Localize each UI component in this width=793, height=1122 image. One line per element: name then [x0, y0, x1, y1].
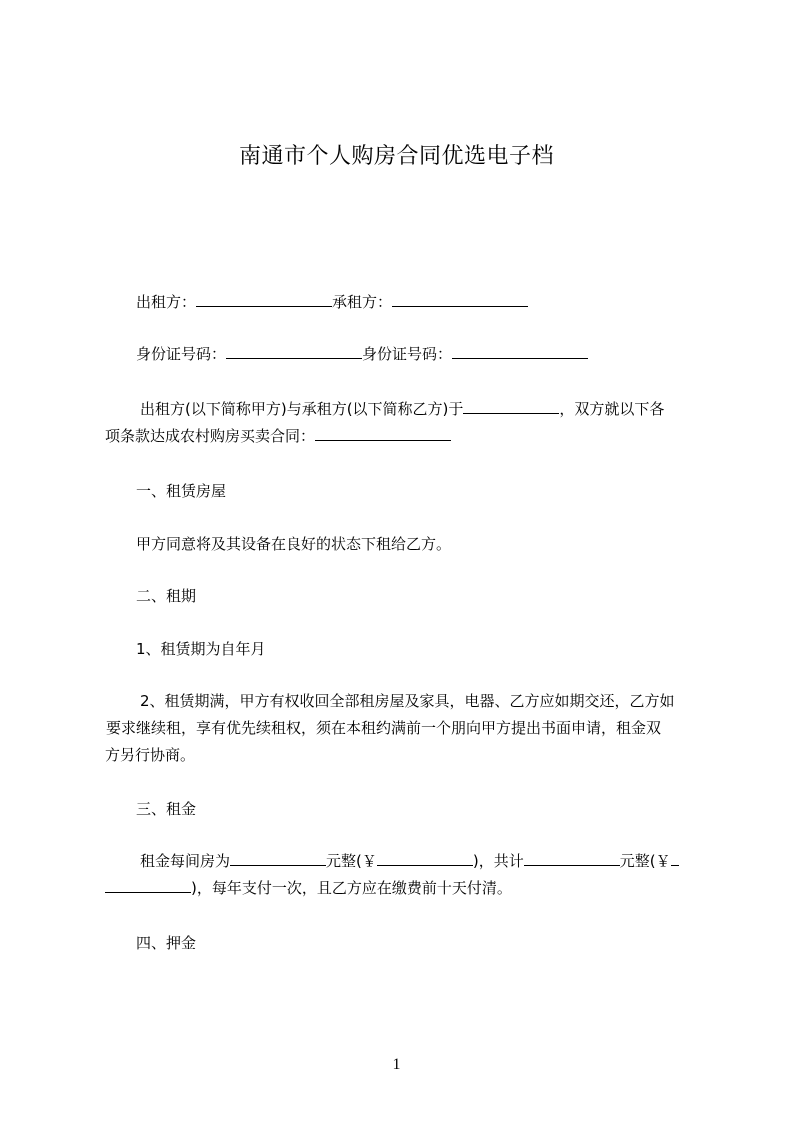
section-heading-3: 三、租金 — [136, 800, 197, 818]
id-line — [136, 343, 588, 365]
party-line — [136, 291, 528, 313]
rent-line-2 — [105, 877, 512, 899]
lessor-label: 出租方： — [136, 293, 197, 311]
date-blank — [463, 398, 559, 414]
section-item-2-2-line2: 要求继续租，享有优先续租权，须在本租约满前一个朋向甲方提出书面申请，租金双 — [106, 719, 662, 737]
intro-text-2: ，双方就以下各 — [559, 400, 665, 418]
intro-text-1: 出租方(以下简称甲方)与承租方(以下简称乙方)于 — [140, 400, 464, 418]
lessor-blank — [196, 291, 332, 307]
section-item-2-1: 1、租赁期为自年月 — [136, 640, 266, 658]
lessee-id-label: 身份证号码： — [362, 345, 453, 363]
rent-total-amount-blank — [105, 877, 191, 893]
lessor-id-label: 身份证号码： — [136, 345, 227, 363]
lessee-blank — [392, 291, 528, 307]
page-number: 1 — [392, 1056, 401, 1073]
rent-total-blank — [524, 850, 620, 866]
document-title: 南通市个人购房合同优选电子档 — [238, 144, 554, 169]
section-text-1: 甲方同意将及其设备在良好的状态下租给乙方。 — [136, 535, 452, 553]
lessee-id-blank — [452, 343, 588, 359]
intro-line-2 — [105, 425, 451, 447]
rent-per-room-amount-blank — [377, 850, 473, 866]
intro-text-3: 项条款达成农村购房买卖合同： — [105, 427, 316, 445]
section-heading-2: 二、租期 — [136, 587, 197, 605]
rent-text-3: )，共计 — [472, 852, 524, 870]
intro-line-1 — [140, 398, 664, 420]
contract-blank — [315, 425, 451, 441]
rent-per-room-blank — [230, 850, 326, 866]
section-heading-1: 一、租赁房屋 — [136, 482, 227, 500]
rent-text-5: )，每年支付一次，且乙方应在缴费前十天付清。 — [191, 879, 512, 897]
rent-line-1 — [140, 850, 679, 872]
section-heading-4: 四、押金 — [136, 934, 197, 952]
rent-text-4: 元整(￥ — [619, 852, 671, 870]
rent-text-1: 租金每间房为 — [140, 852, 231, 870]
lessee-label: 承租方： — [332, 293, 393, 311]
section-item-2-2-line1: 2、租赁期满，甲方有权收回全部租房屋及家具，电器、乙方应如期交还，乙方如 — [140, 692, 675, 710]
rent-total-amount-blank-start — [671, 850, 679, 866]
section-item-2-2-line3: 方另行协商。 — [105, 746, 196, 764]
rent-text-2: 元整(￥ — [326, 852, 377, 870]
lessor-id-blank — [226, 343, 362, 359]
